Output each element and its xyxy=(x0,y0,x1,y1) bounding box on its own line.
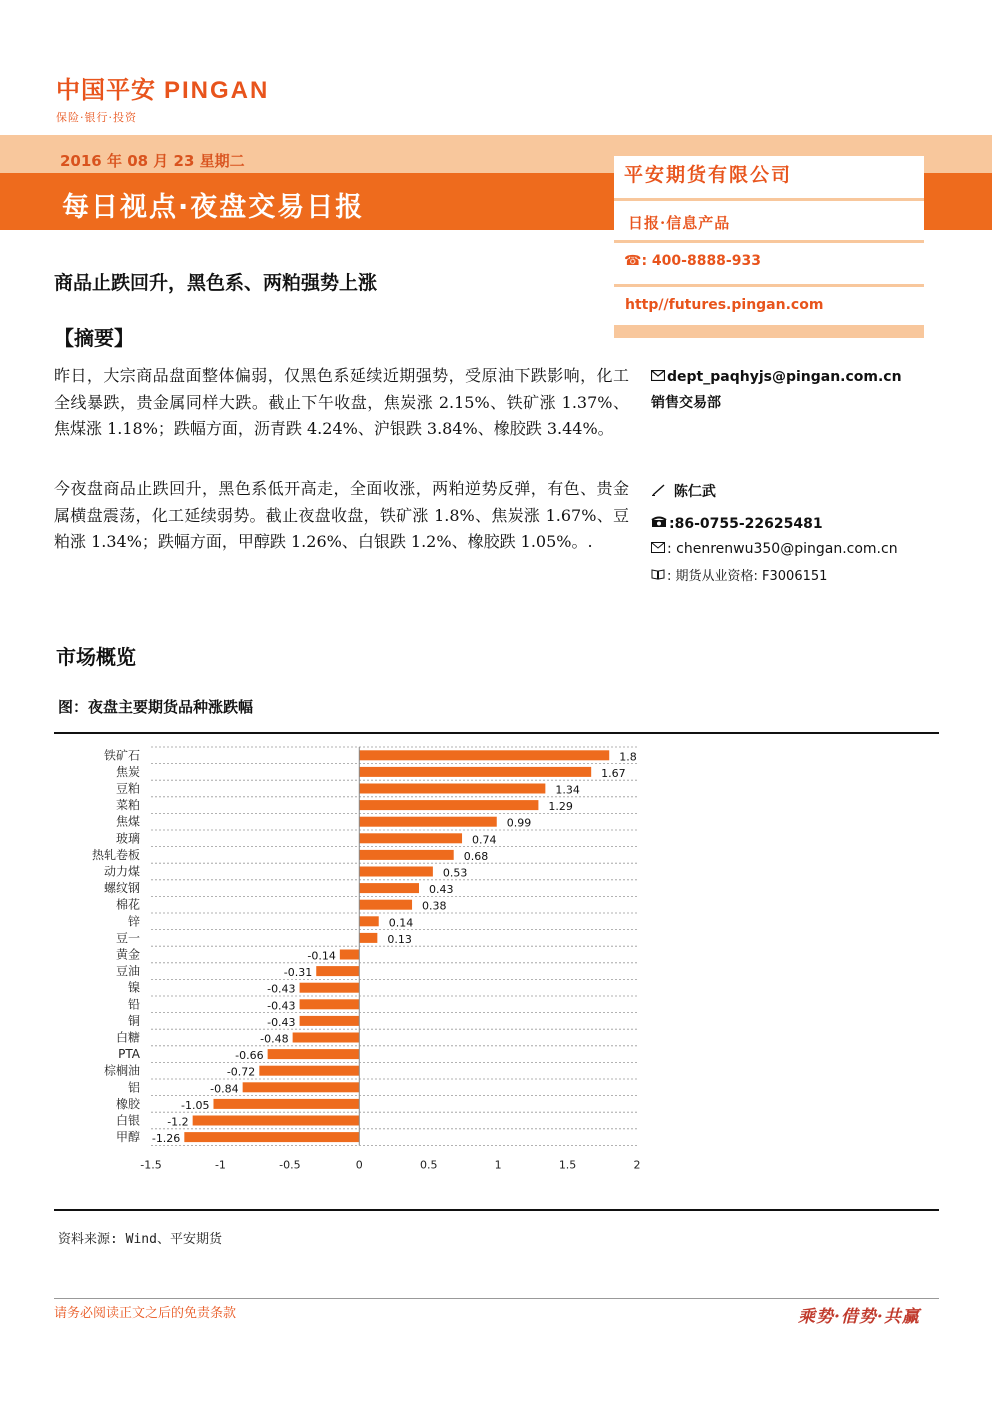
data-label: -0.43 xyxy=(267,999,296,1013)
x-tick-label: -1.5 xyxy=(140,1158,162,1172)
data-label: -0.84 xyxy=(210,1082,239,1096)
data-label: -0.72 xyxy=(226,1065,256,1079)
bar xyxy=(213,1099,359,1109)
bar xyxy=(359,833,462,843)
bar xyxy=(359,883,419,893)
data-source: 资料来源: Wind、平安期货 xyxy=(58,1232,222,1247)
figure-title: 图：夜盘主要期货品种涨跌幅 xyxy=(58,698,254,716)
category-label: 铅 xyxy=(127,997,140,1012)
analyst-license xyxy=(651,565,827,584)
bar xyxy=(359,817,496,827)
category-label: 橡胶 xyxy=(115,1096,140,1111)
change-bar-chart xyxy=(54,738,939,1188)
company-name: 平安期货有限公司 xyxy=(624,164,793,186)
sidebar-bottom-bar xyxy=(614,325,924,338)
category-label: 白银 xyxy=(115,1113,140,1128)
data-label: -1.26 xyxy=(151,1132,181,1146)
website-link[interactable]: http//futures.pingan.com xyxy=(625,297,824,313)
x-tick-label: 1 xyxy=(494,1158,502,1172)
data-label: 0.13 xyxy=(387,932,412,946)
envelope-icon xyxy=(651,541,665,557)
bar xyxy=(300,983,360,993)
analyst-name-row xyxy=(651,481,716,501)
bar xyxy=(359,933,377,943)
license-text: : 期货从业资格: F3006151 xyxy=(667,569,828,584)
x-tick-label: 0 xyxy=(355,1158,363,1172)
category-label: 动力煤 xyxy=(103,864,140,879)
report-category: 日报·信息产品 xyxy=(628,214,731,232)
analyst-email[interactable] xyxy=(651,541,898,557)
data-label: 0.38 xyxy=(422,899,447,913)
bar xyxy=(243,1082,360,1092)
pingan-logo xyxy=(56,70,269,125)
report-title: 每日视点·夜盘交易日报 xyxy=(62,192,365,223)
bar xyxy=(359,867,433,877)
data-label: 1.29 xyxy=(548,800,573,814)
logo-wordmark xyxy=(56,70,269,105)
category-label: 棉花 xyxy=(115,897,140,912)
data-label: -1.2 xyxy=(167,1115,189,1129)
data-label: -1.05 xyxy=(181,1098,210,1112)
category-label: 豆粕 xyxy=(115,781,140,796)
dept-name: 销售交易部 xyxy=(651,395,721,411)
logo-tagline: 保险·银行·投资 xyxy=(56,111,137,124)
sidebar-divider xyxy=(614,284,924,287)
data-label: -0.43 xyxy=(267,1015,296,1029)
category-label: 棕榈油 xyxy=(103,1063,140,1078)
logo-en: PINGAN xyxy=(164,77,270,104)
category-label: 热轧卷板 xyxy=(91,847,140,862)
figure-top-rule xyxy=(54,732,939,734)
logo-cn: 中国平安 xyxy=(56,76,156,104)
hotline-number: : 400-8888-933 xyxy=(641,253,761,269)
figure-bottom-rule xyxy=(54,1209,939,1211)
data-label: 0.99 xyxy=(506,816,532,830)
slogan: 乘势·借势·共赢 xyxy=(798,1307,920,1327)
data-label: -0.48 xyxy=(260,1032,289,1046)
category-label: 焦煤 xyxy=(115,814,140,829)
bar xyxy=(193,1116,360,1126)
category-label: 螺纹钢 xyxy=(103,881,140,896)
category-label: 甲醇 xyxy=(115,1130,140,1145)
summary-paragraph-2: 今夜盘商品止跌回升，黑色系低开高走，全面收涨，两粕逆势反弹，有色、贵金属横盘震荡，化工延续弱势。截止夜盘收盘，铁矿涨 1.8%、焦炭涨 1.67%、豆粕涨 1.34%；跌幅方面，甲醇跌 1.26%、白银跌 1.2%、橡胶跌 1.05%。. xyxy=(54,479,629,551)
category-label: 铝 xyxy=(127,1080,140,1095)
category-label: 铁矿石 xyxy=(103,748,140,763)
bar xyxy=(268,1049,360,1059)
category-label: 豆一 xyxy=(115,930,140,945)
data-label: 0.74 xyxy=(472,833,497,847)
category-label: 镍 xyxy=(127,980,140,995)
abstract-heading: 【摘要】 xyxy=(54,326,134,350)
category-label: 黄金 xyxy=(115,947,140,962)
dept-email[interactable] xyxy=(651,369,902,385)
bar xyxy=(359,784,545,794)
category-label: 菜粕 xyxy=(115,798,140,813)
data-label: 1.67 xyxy=(601,766,626,780)
x-tick-label: -1 xyxy=(214,1158,226,1172)
category-label: 白糖 xyxy=(115,1030,140,1045)
sidebar-divider xyxy=(614,198,924,201)
bar xyxy=(259,1066,359,1076)
footer-rule xyxy=(54,1298,939,1299)
data-label: -0.31 xyxy=(283,966,313,980)
bar xyxy=(359,767,591,777)
bar xyxy=(300,1016,360,1026)
analyst-phone xyxy=(651,516,823,532)
hotline xyxy=(624,253,761,269)
x-tick-label: -0.5 xyxy=(279,1158,301,1172)
bar xyxy=(359,750,609,760)
bar xyxy=(359,900,412,910)
category-label: 锌 xyxy=(127,914,140,929)
sidebar-divider xyxy=(614,240,924,243)
category-label: 铜 xyxy=(127,1013,140,1028)
data-label: 1.34 xyxy=(555,783,580,797)
x-tick-label: 0.5 xyxy=(419,1158,438,1172)
headline: 商品止跌回升，黑色系、两粕强势上涨 xyxy=(54,272,378,294)
bar xyxy=(300,999,360,1009)
bar xyxy=(340,950,359,960)
summary-paragraph-1: 昨日，大宗商品盘面整体偏弱，仅黑色系延续近期强势，受原油下跌影响，化工全线暴跌，贵金属同样大跌。截止下午收盘，焦炭涨 2.15%、铁矿涨 1.37%、焦煤涨 1.18%；跌幅方面，沥青跌 4.24%、沪银跌 3.84%、橡胶跌 3.44%。 xyxy=(54,366,629,438)
category-label: 焦炭 xyxy=(115,764,140,779)
data-label: 0.53 xyxy=(442,866,468,880)
bar xyxy=(293,1033,360,1043)
bar xyxy=(359,800,538,810)
data-label: 1.8 xyxy=(619,750,637,764)
analyst-name: 陈仁武 xyxy=(673,484,716,500)
phone-icon xyxy=(651,516,667,532)
data-label: -0.43 xyxy=(267,982,296,996)
book-icon xyxy=(651,569,665,584)
bar xyxy=(359,916,378,926)
category-label: PTA xyxy=(118,1047,140,1062)
data-label: 0.14 xyxy=(388,916,414,930)
x-tick-label: 2 xyxy=(633,1158,641,1172)
bar xyxy=(316,966,359,976)
bar xyxy=(359,850,453,860)
analyst-email-text: : chenrenwu350@pingan.com.cn xyxy=(667,541,898,557)
analyst-phone-number: :86-0755-22625481 xyxy=(669,516,823,532)
data-label: 0.68 xyxy=(463,849,489,863)
bar xyxy=(184,1132,359,1142)
disclaimer-link[interactable]: 请务必阅读正文之后的免责条款 xyxy=(54,1306,237,1321)
pen-icon xyxy=(651,484,667,500)
category-label: 豆油 xyxy=(115,964,140,979)
category-label: 玻璃 xyxy=(115,831,140,846)
envelope-icon xyxy=(651,369,665,385)
phone-icon: ☎ xyxy=(624,253,642,269)
data-label: -0.66 xyxy=(235,1049,264,1063)
x-tick-label: 1.5 xyxy=(558,1158,577,1172)
report-date: 2016 年 08 月 23 星期二 xyxy=(60,152,245,170)
dept-email-text: dept_paqhyjs@pingan.com.cn xyxy=(667,369,902,385)
data-label: -0.14 xyxy=(307,949,336,963)
data-label: 0.43 xyxy=(428,883,454,897)
section-heading: 市场概览 xyxy=(56,645,136,669)
